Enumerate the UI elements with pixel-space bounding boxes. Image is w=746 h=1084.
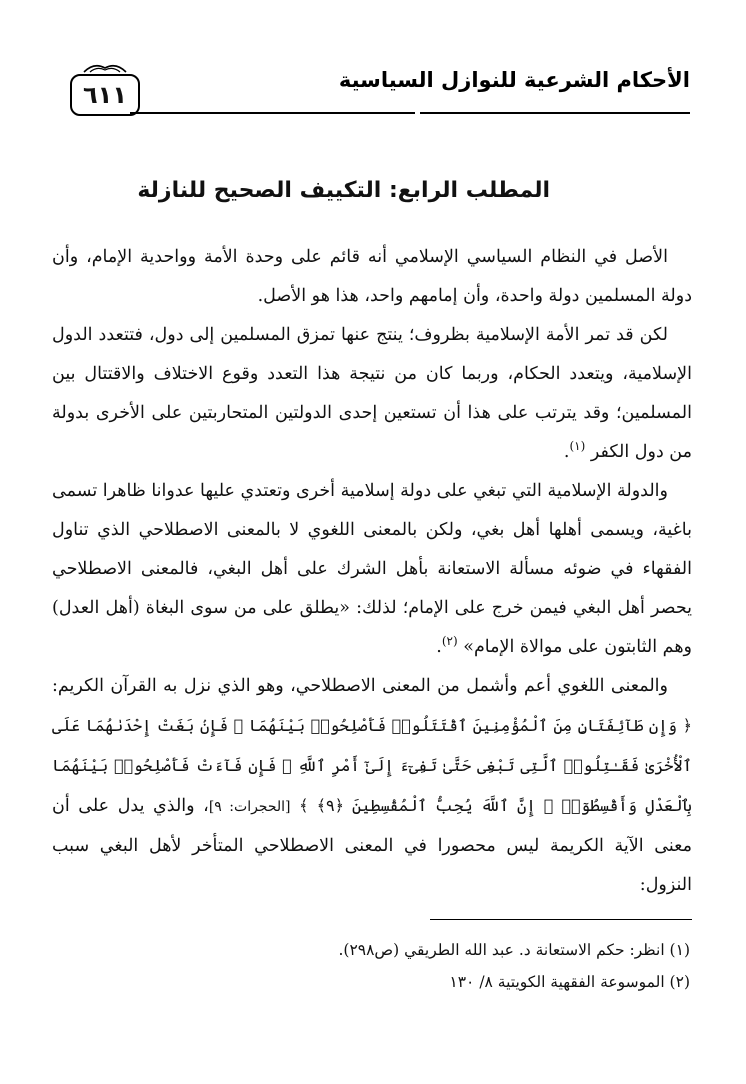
running-title: الأحكام الشرعية للنوازل السياسية	[338, 68, 690, 92]
body-text	[52, 238, 692, 905]
paragraph-text: لكن قد تمر الأمة الإسلامية بظروف؛ ينتج عنها تمزق المسلمين إلى دول، فتتعدد الدول الإسلامية، ويتعدد الحكام، وربما كان من نتيجة هذا التعدد وقوع الاختلاف والاقتتال بين المسلمين؛ وقد يترتب على هذا أن تستعين إحدى الدولتين المتحاربتين على الأخرى بدولة من دول الكفر	[52, 325, 692, 462]
verse-citation: [الحجرات: ٩]	[208, 799, 291, 815]
header-rule	[420, 112, 690, 114]
paragraph: والدولة الإسلامية التي تبغي على دولة إسلامية أخرى وتعتدي عليها عدوانا ظاهرا تسمى باغية، ويسمى أهلها أهل بغي، ولكن بالمعنى اللغوي لا بالمعنى الاصطلاحي الذي تناول الفقهاء في ضوئه مسألة الاستعانة بأهل الشرك على أهل البغي، فالمعنى الاصطلاحي يحصر أهل البغي فيمن خرج على الإمام؛ لذلك: «يطلق على من سوى البغاة (أهل العدل) وهم الثابتون على موالاة الإمام» $^{(٢)}$.	[52, 481, 692, 657]
section-heading: المطلب الرابع: التكييف الصحيح للنازلة	[137, 178, 550, 203]
footnote: (٢) الموسوعة الفقهية الكويتية ٨/ ١٣٠	[449, 973, 690, 991]
page-number: ٦١١	[70, 74, 140, 116]
quran-verse: ﴿ وَإِن طَآئِفَتَانِ مِنَ ٱلْمُؤْمِنِينَ ٱقْتَتَلُوا۟ فَأَصْلِحُوا۟ بَيْنَهُمَا ۖ فَإِنۢ بَغَتْ إِحْدَىٰهُمَا عَلَى ٱلْأُخْرَىٰ فَقَـٰتِلُوا۟ ٱلَّتِى تَبْغِى حَتَّىٰ تَفِىٓءَ إِلَىٰٓ أَمْرِ ٱللَّهِ ۚ فَإِن فَآءَتْ فَأَصْلِحُوا۟ بَيْنَهُمَا بِٱلْعَدْلِ وَأَقْسِطُوٓا۟ ۖ إِنَّ ٱللَّهَ يُحِبُّ ٱلْمُقْسِطِينَ ﴿٩﴾ ﴾	[52, 716, 692, 815]
paragraph-text: الأصل في النظام السياسي الإسلامي أنه قائم على وحدة الأمة وواحدية الإمام، وأن دولة المسلمين دولة واحدة، وأن إمامهم واحد، هذا هو الأصل.	[52, 247, 692, 306]
paragraph: لكن قد تمر الأمة الإسلامية بظروف؛ ينتج عنها تمزق المسلمين إلى دول، فتتعدد الدول الإسلامية، ويتعدد الحكام، وربما كان من نتيجة هذا التعدد وقوع الاختلاف والاقتتال بين المسلمين؛ وقد يترتب على هذا أن تستعين إحدى الدولتين المتحاربتين على الأخرى بدولة من دول الكفر $^{(١)}$.	[52, 325, 692, 462]
footnote: (١) انظر: حكم الاستعانة د. عبد الله الطريقي (ص٢٩٨).	[338, 941, 690, 959]
footnote-reference: (٢)	[441, 634, 458, 649]
footnotes	[50, 934, 690, 998]
header-rule	[130, 112, 415, 114]
paragraph-text: والمعنى اللغوي أعم وأشمل من المعنى الاصطلاحي، وهو الذي نزل به القرآن الكريم:	[52, 676, 668, 696]
paragraph-text: والدولة الإسلامية التي تبغي على دولة إسلامية أخرى وتعتدي عليها عدوانا ظاهرا تسمى باغية، ويسمى أهلها أهل بغي، ولكن بالمعنى اللغوي لا بالمعنى الاصطلاحي الذي تناول الفقهاء في ضوئه مسألة الاستعانة بأهل الشرك على أهل البغي، فالمعنى الاصطلاحي يحصر أهل البغي فيمن خرج على الإمام؛ لذلك: «يطلق على من سوى البغاة (أهل العدل) وهم الثابتون على موالاة الإمام»	[52, 481, 692, 657]
ornament-icon	[82, 62, 128, 74]
footnote-reference: (١)	[569, 439, 586, 454]
running-header	[60, 62, 690, 114]
paragraph	[52, 238, 692, 316]
paragraph-text: ، والذي يدل على أن معنى الآية الكريمة ليس محصورا في المعنى الاصطلاحي المتأخر لأهل البغي سبب النزول:	[52, 796, 692, 895]
footnote-rule	[430, 919, 692, 920]
paragraph	[52, 667, 692, 905]
